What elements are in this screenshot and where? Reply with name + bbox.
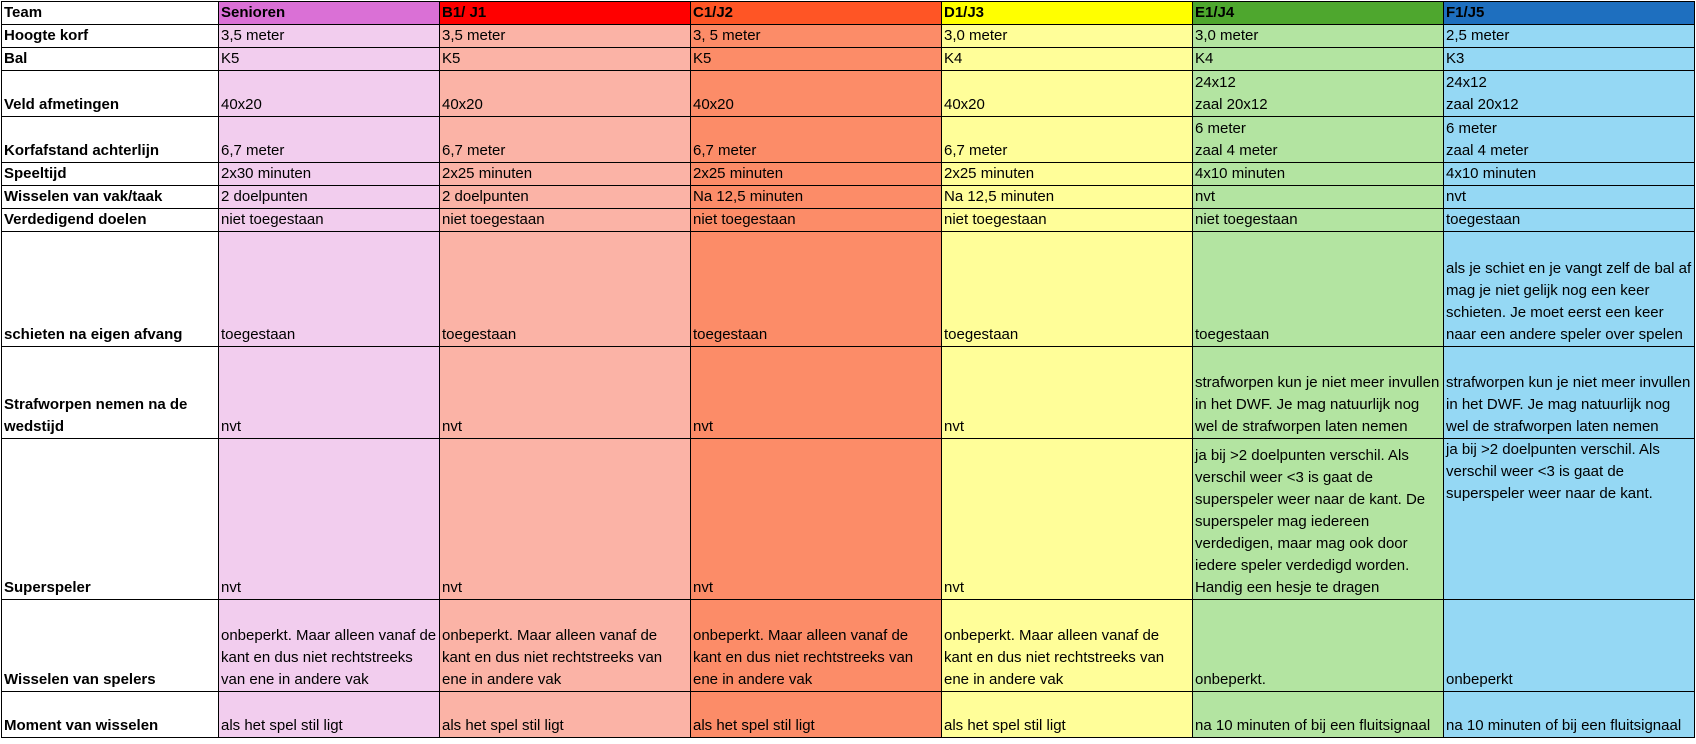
cell-line: zaal 20x12 [1446, 96, 1519, 113]
cell-senioren: 40x20 [219, 71, 440, 117]
cell-senioren: 2 doelpunten [219, 186, 440, 209]
row-korfafstand [2, 117, 1695, 163]
cell-c1-j2: 3, 5 meter [691, 25, 942, 48]
cell-senioren: als het spel stil ligt [219, 692, 440, 738]
cell-d1-j3: toegestaan [942, 232, 1193, 347]
row-strafworpen [2, 347, 1695, 439]
header-team: Team [2, 2, 219, 25]
cell-d1-j3: 3,0 meter [942, 25, 1193, 48]
cell-e1-j4 [1193, 71, 1444, 117]
cell-e1-j4: 4x10 minuten [1193, 163, 1444, 186]
cell-senioren: nvt [219, 347, 440, 439]
cell-line: 6 meter [1446, 120, 1497, 137]
cell-e1-j4 [1193, 117, 1444, 163]
cell-f1-j5: na 10 minuten of bij een fluitsignaal [1444, 692, 1695, 738]
cell-c1-j2: nvt [691, 347, 942, 439]
row-label: Bal [2, 48, 219, 71]
row-label: Hoogte korf [2, 25, 219, 48]
row-schieten-na-afvang [2, 232, 1695, 347]
cell-f1-j5: K3 [1444, 48, 1695, 71]
row-label: Veld afmetingen [2, 71, 219, 117]
cell-c1-j2: als het spel stil ligt [691, 692, 942, 738]
cell-b1-j1: als het spel stil ligt [440, 692, 691, 738]
cell-f1-j5: nvt [1444, 186, 1695, 209]
cell-b1-j1: 6,7 meter [440, 117, 691, 163]
cell-b1-j1: toegestaan [440, 232, 691, 347]
row-hoogte-korf [2, 25, 1695, 48]
cell-b1-j1: 40x20 [440, 71, 691, 117]
cell-line: 24x12 [1446, 74, 1487, 91]
cell-f1-j5: 2,5 meter [1444, 25, 1695, 48]
row-veld-afmetingen [2, 71, 1695, 117]
header-c1-j2: C1/J2 [691, 2, 942, 25]
cell-d1-j3: onbeperkt. Maar alleen vanaf de kant en dus niet rechtstreeks van ene in andere vak [942, 600, 1193, 692]
cell-d1-j3: 6,7 meter [942, 117, 1193, 163]
header-senioren: Senioren [219, 2, 440, 25]
cell-senioren: 2x30 minuten [219, 163, 440, 186]
row-label: Verdedigend doelen [2, 209, 219, 232]
cell-c1-j2: 2x25 minuten [691, 163, 942, 186]
row-label: Superspeler [2, 439, 219, 600]
cell-b1-j1: niet toegestaan [440, 209, 691, 232]
cell-e1-j4: niet toegestaan [1193, 209, 1444, 232]
cell-b1-j1: K5 [440, 48, 691, 71]
cell-senioren: 3,5 meter [219, 25, 440, 48]
cell-d1-j3: als het spel stil ligt [942, 692, 1193, 738]
cell-c1-j2: niet toegestaan [691, 209, 942, 232]
cell-senioren: nvt [219, 439, 440, 600]
row-label: Wisselen van spelers [2, 600, 219, 692]
cell-f1-j5 [1444, 117, 1695, 163]
cell-c1-j2: 40x20 [691, 71, 942, 117]
cell-f1-j5: ja bij >2 doelpunten verschil. Als verschil weer <3 is gaat de superspeler weer naar de kant. [1444, 439, 1695, 600]
row-superspeler [2, 439, 1695, 600]
rules-table [1, 1, 1695, 738]
cell-c1-j2: toegestaan [691, 232, 942, 347]
cell-line: zaal 4 meter [1195, 142, 1278, 159]
cell-d1-j3: nvt [942, 347, 1193, 439]
row-wisselen-spelers [2, 600, 1695, 692]
cell-b1-j1: onbeperkt. Maar alleen vanaf de kant en dus niet rechtstreeks van ene in andere vak [440, 600, 691, 692]
row-verdedigend-doelen [2, 209, 1695, 232]
cell-f1-j5: strafworpen kun je niet meer invullen in het DWF. Je mag natuurlijk nog wel de strafworpen laten nemen [1444, 347, 1695, 439]
cell-c1-j2: Na 12,5 minuten [691, 186, 942, 209]
cell-b1-j1: nvt [440, 347, 691, 439]
row-wisselen-vak [2, 186, 1695, 209]
row-speeltijd [2, 163, 1695, 186]
cell-c1-j2: onbeperkt. Maar alleen vanaf de kant en dus niet rechtstreeks van ene in andere vak [691, 600, 942, 692]
row-label: Strafworpen nemen na de wedstijd [2, 347, 219, 439]
row-label: Moment van wisselen [2, 692, 219, 738]
cell-d1-j3: 2x25 minuten [942, 163, 1193, 186]
cell-c1-j2: 6,7 meter [691, 117, 942, 163]
header-e1-j4: E1/J4 [1193, 2, 1444, 25]
row-label: Korfafstand achterlijn [2, 117, 219, 163]
row-label: schieten na eigen afvang [2, 232, 219, 347]
cell-f1-j5: 4x10 minuten [1444, 163, 1695, 186]
cell-f1-j5: onbeperkt [1444, 600, 1695, 692]
cell-c1-j2: K5 [691, 48, 942, 71]
cell-line: 24x12 [1195, 74, 1236, 91]
header-row [2, 2, 1695, 25]
cell-f1-j5: toegestaan [1444, 209, 1695, 232]
cell-b1-j1: 2 doelpunten [440, 186, 691, 209]
cell-f1-j5 [1444, 71, 1695, 117]
row-label: Wisselen van vak/taak [2, 186, 219, 209]
cell-line: zaal 4 meter [1446, 142, 1529, 159]
cell-e1-j4: ja bij >2 doelpunten verschil. Als verschil weer <3 is gaat de superspeler weer naar de kant. De superspeler mag iedereen verdedigen, maar mag ook door iedere speler verdedigd worden. Handig een hesje te dragen [1193, 439, 1444, 600]
cell-e1-j4: onbeperkt. [1193, 600, 1444, 692]
cell-e1-j4: na 10 minuten of bij een fluitsignaal [1193, 692, 1444, 738]
row-moment-wisselen [2, 692, 1695, 738]
cell-f1-j5: als je schiet en je vangt zelf de bal af mag je niet gelijk nog een keer schieten. Je moet eerst een keer naar een andere speler over spelen [1444, 232, 1695, 347]
cell-b1-j1: nvt [440, 439, 691, 600]
cell-senioren: 6,7 meter [219, 117, 440, 163]
cell-d1-j3: 40x20 [942, 71, 1193, 117]
cell-d1-j3: K4 [942, 48, 1193, 71]
cell-senioren: niet toegestaan [219, 209, 440, 232]
cell-d1-j3: Na 12,5 minuten [942, 186, 1193, 209]
cell-d1-j3: nvt [942, 439, 1193, 600]
cell-e1-j4: 3,0 meter [1193, 25, 1444, 48]
header-b1-j1: B1/ J1 [440, 2, 691, 25]
header-d1-j3: D1/J3 [942, 2, 1193, 25]
cell-line: 6 meter [1195, 120, 1246, 137]
cell-e1-j4: nvt [1193, 186, 1444, 209]
header-f1-j5: F1/J5 [1444, 2, 1695, 25]
cell-line: zaal 20x12 [1195, 96, 1268, 113]
cell-senioren: toegestaan [219, 232, 440, 347]
cell-e1-j4: K4 [1193, 48, 1444, 71]
cell-c1-j2: nvt [691, 439, 942, 600]
cell-senioren: K5 [219, 48, 440, 71]
cell-b1-j1: 3,5 meter [440, 25, 691, 48]
row-bal [2, 48, 1695, 71]
cell-b1-j1: 2x25 minuten [440, 163, 691, 186]
cell-e1-j4: strafworpen kun je niet meer invullen in het DWF. Je mag natuurlijk nog wel de strafworpen laten nemen [1193, 347, 1444, 439]
cell-e1-j4: toegestaan [1193, 232, 1444, 347]
cell-senioren: onbeperkt. Maar alleen vanaf de kant en dus niet rechtstreeks van ene in andere vak [219, 600, 440, 692]
cell-d1-j3: niet toegestaan [942, 209, 1193, 232]
row-label: Speeltijd [2, 163, 219, 186]
